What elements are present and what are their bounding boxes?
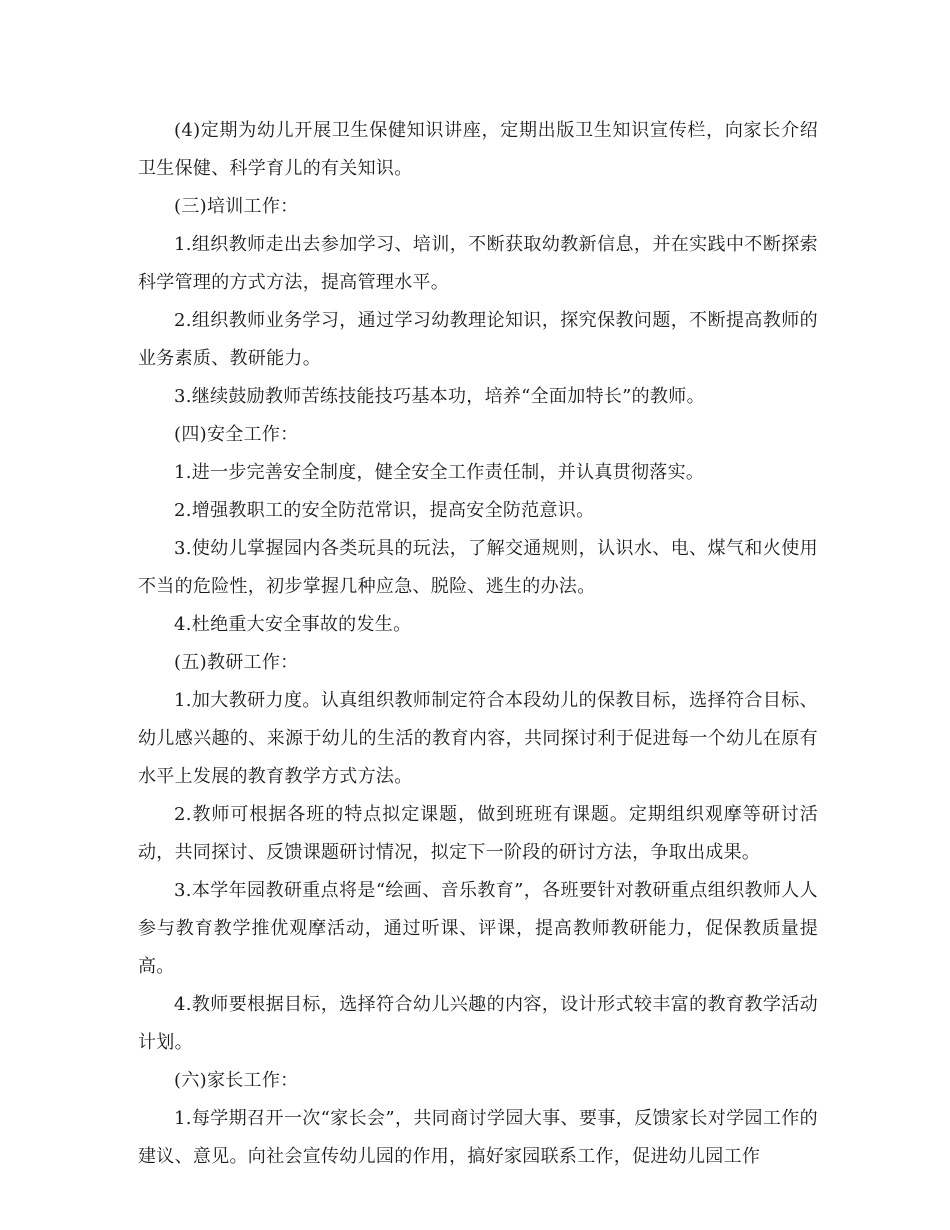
paragraph-research-3: 3.本学年园教研重点将是“绘画、音乐教育”，各班要针对教研重点组织教师人人参与教育教学推优观摩活动，通过听课、评课，提高教师教研能力，促保教质量提高。 bbox=[138, 880, 818, 977]
paragraph-research-1: 1.加大教研力度。认真组织教师制定符合本段幼儿的保教目标，选择符合目标、幼儿感兴趣的、来源于幼儿的生活的教育内容，共同探讨利于促进每一个幼儿在原有水平上发展的教育教学方式方法。 bbox=[138, 690, 818, 787]
paragraph-training-2: 2.组织教师业务学习，通过学习幼教理论知识，探究保教问题，不断提高教师的业务素质、教研能力。 bbox=[138, 310, 818, 369]
paragraph-research-4: 4.教师要根据目标，选择符合幼儿兴趣的内容，设计形式较丰富的教育教学活动计划。 bbox=[138, 994, 818, 1053]
section-heading-safety: (四)安全工作： bbox=[174, 424, 299, 445]
paragraph-safety-1: 1.进一步完善安全制度，健全安全工作责任制，并认真贯彻落实。 bbox=[174, 462, 705, 483]
paragraph-hygiene-lectures: (4)定期为幼儿开展卫生保健知识讲座，定期出版卫生知识宣传栏，向家长介绍卫生保健、科学育儿的有关知识。 bbox=[138, 120, 818, 179]
section-heading-research: (五)教研工作： bbox=[174, 652, 299, 673]
paragraph-safety-4: 4.杜绝重大安全事故的发生。 bbox=[174, 614, 412, 635]
paragraph-safety-2: 2.增强教职工的安全防范常识，提高安全防范意识。 bbox=[174, 500, 595, 521]
document-body bbox=[138, 112, 818, 1176]
paragraph-safety-3: 3.使幼儿掌握园内各类玩具的玩法，了解交通规则，认识水、电、煤气和火使用不当的危险性，初步掌握几种应急、脱险、逃生的办法。 bbox=[138, 538, 818, 597]
paragraph-parents-1: 1.每学期召开一次“家长会”，共同商讨学园大事、要事，反馈家长对学园工作的建议、意见。向社会宣传幼儿园的作用，搞好家园联系工作，促进幼儿园工作 bbox=[138, 1108, 818, 1167]
paragraph-research-2: 2.教师可根据各班的特点拟定课题，做到班班有课题。定期组织观摩等研讨活动，共同探讨、反馈课题研讨情况，拟定下一阶段的研讨方法，争取出成果。 bbox=[138, 804, 818, 863]
section-heading-parents: (六)家长工作： bbox=[174, 1070, 299, 1091]
paragraph-training-3: 3.继续鼓励教师苦练技能技巧基本功，培养“全面加特长”的教师。 bbox=[174, 386, 705, 407]
paragraph-training-1: 1.组织教师走出去参加学习、培训，不断获取幼教新信息，并在实践中不断探索科学管理的方式方法，提高管理水平。 bbox=[138, 234, 818, 293]
section-heading-training: (三)培训工作： bbox=[174, 196, 299, 217]
